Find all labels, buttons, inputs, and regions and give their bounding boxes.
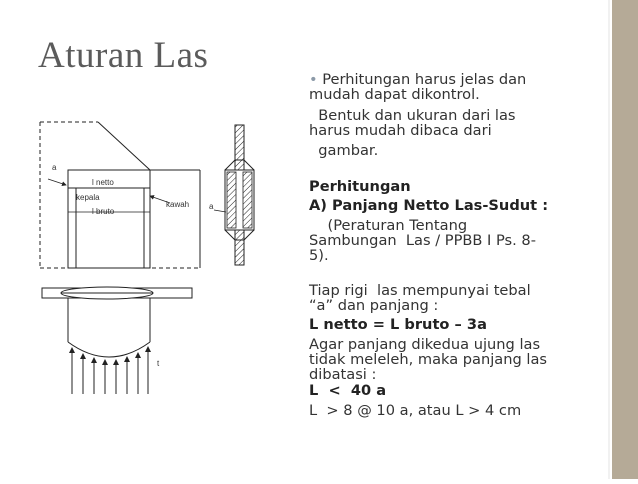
content-line: L > 8 @ 10 a, atau L > 4 cm	[309, 402, 522, 419]
label-l-netto: l netto	[92, 178, 114, 187]
content-line: Bentuk dan ukuran dari las	[309, 107, 516, 124]
content-line: Perhitungan	[309, 178, 411, 195]
dashed-outline	[40, 122, 200, 268]
content-line: • Perhitungan harus jelas dan	[309, 71, 527, 88]
content-line: mudah dapat dikontrol.	[309, 86, 480, 103]
content-line: 5).	[309, 247, 329, 264]
weld-diagram	[0, 0, 300, 479]
base-plate	[42, 287, 192, 299]
label-kawah: kawah	[166, 200, 190, 209]
content-line: (Peraturan Tentang	[309, 217, 468, 234]
content-line: L < 40 a	[309, 382, 387, 399]
content-line: L netto = L bruto – 3a	[309, 316, 487, 333]
load-arrows	[72, 347, 148, 394]
content-line: A) Panjang Netto Las-Sudut :	[309, 197, 549, 214]
accent-bar	[608, 0, 638, 479]
content-line: Tiap rigi las mempunyai tebal	[309, 282, 531, 299]
content-line: “a” dan panjang :	[309, 297, 439, 314]
slide-title: Aturan Las	[38, 35, 209, 76]
accent-bar-graphic	[608, 0, 638, 479]
content-line: dibatasi :	[309, 366, 377, 383]
lower-column	[68, 298, 150, 357]
label-kepala: kepala	[76, 193, 100, 202]
content-line: Sambungan Las / PPBB I Ps. 8-	[309, 232, 536, 249]
cross-section	[214, 125, 254, 265]
label-t: t	[157, 359, 160, 368]
label-a-small: a	[209, 202, 214, 211]
content-line: gambar.	[309, 142, 379, 159]
label-l-bruto: l bruto	[92, 207, 115, 216]
bullet-marker: •	[309, 71, 318, 88]
label-a: a	[52, 163, 57, 172]
content-line: harus mudah dibaca dari	[309, 122, 492, 139]
gusset-plate	[98, 122, 200, 268]
content-line: tidak meleleh, maka panjang las	[309, 351, 548, 368]
content-line: Agar panjang dikedua ujung las	[309, 336, 541, 353]
